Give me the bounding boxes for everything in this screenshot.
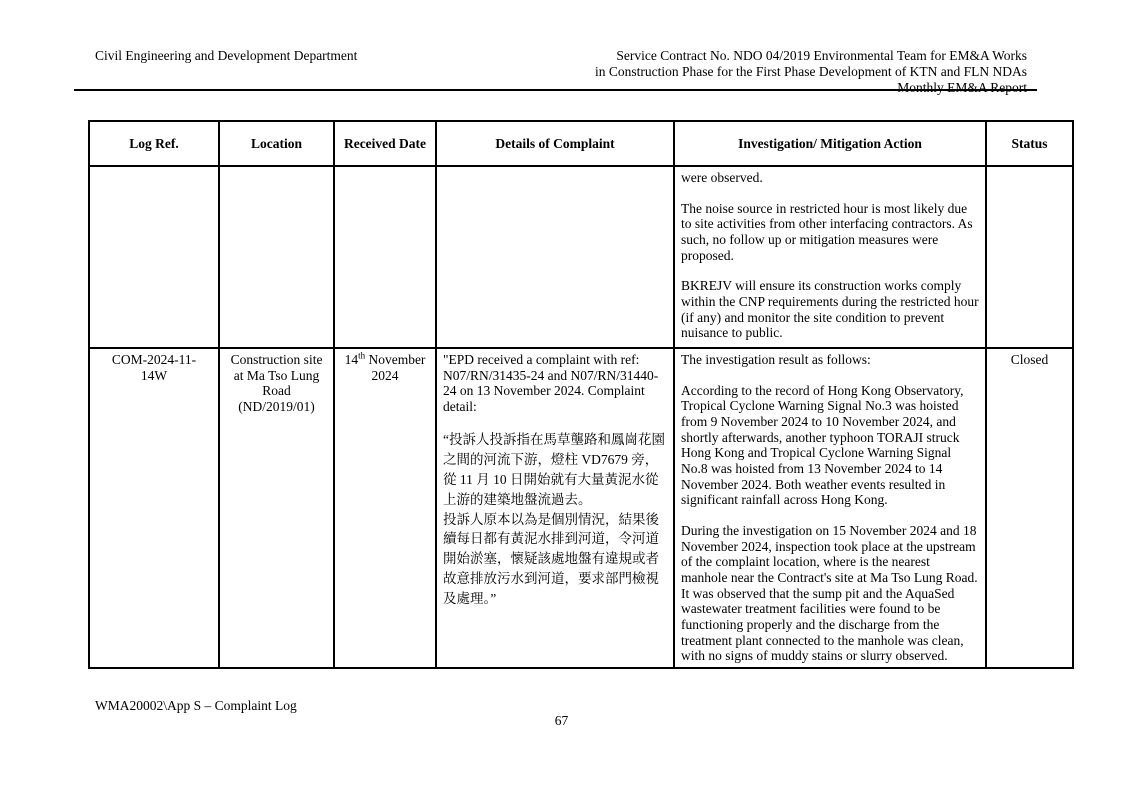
header-department: Civil Engineering and Development Department: [95, 48, 358, 63]
footer-document-reference: WMA20002\App S – Complaint Log: [95, 698, 297, 713]
cell-details: [436, 166, 674, 348]
details-paragraph-chinese: “投訴人投訴指在馬草壟路和鳳崗花園之間的河流下游，燈柱 VD7679 旁，從 11 月 10 日開始就有大量黃泥水從上游的建築地盤流過去。: [443, 431, 665, 507]
cell-received-date: [334, 166, 436, 348]
cell-status: [986, 166, 1073, 348]
header-divider: [74, 89, 1037, 91]
received-date-day: 14: [344, 352, 359, 367]
table-row: [89, 166, 1073, 348]
investigation-paragraph: The investigation result as follows:: [681, 352, 871, 367]
log-ref-value: COM-2024-11-14W: [111, 352, 197, 383]
column-header-status: Status: [986, 121, 1073, 166]
details-paragraph-chinese: 投訴人原本以為是個別情況，結果後續每日都有黃泥水排到河道，令河道開始淤塞，懷疑該處地盤有違規或者故意排放污水到河道，要求部門檢視及處理。”: [443, 511, 659, 607]
status-value: Closed: [1010, 352, 1049, 367]
table-row: [89, 348, 1073, 668]
header-contract-line-1: Service Contract No. NDO 04/2019 Environmental Team for EM&A Works: [616, 48, 1027, 63]
column-header-log-ref: Log Ref.: [89, 121, 219, 166]
column-header-details: Details of Complaint: [436, 121, 674, 166]
complaint-log-table: [88, 120, 1074, 669]
header-contract-line-2: in Construction Phase for the First Phase Development of KTN and FLN NDAs: [595, 64, 1027, 79]
cell-status: [986, 348, 1073, 668]
investigation-paragraph: BKREJV will ensure its construction works comply within the CNP requirements during the restricted hour (if any) and monitor the site condition to prevent nuisance to public.: [681, 278, 979, 341]
cell-log-ref: [89, 166, 219, 348]
column-header-location: Location: [219, 121, 334, 166]
investigation-paragraph: The noise source in restricted hour is most likely due to site activities from other interfacing contractors. As such, no follow up or mitigation measures were proposed.: [681, 200, 973, 263]
cell-location: Construction site at Ma Tso Lung Road (ND/2019/01): [219, 348, 334, 668]
cell-investigation: [674, 166, 986, 348]
page-number: 67: [554, 713, 569, 728]
investigation-paragraph: were observed.: [681, 170, 763, 185]
header-report-title: Monthly EM&A Report: [897, 80, 1027, 95]
received-date-ordinal: th: [358, 350, 366, 361]
table-header-row: [89, 121, 1073, 166]
received-date-rest: November 2024: [365, 352, 426, 383]
column-header-received-date: Received Date: [334, 121, 436, 166]
cell-investigation: [674, 348, 986, 668]
investigation-paragraph: According to the record of Hong Kong Observatory, Tropical Cyclone Warning Signal No.3 was hoisted from 9 November 2024 to 10 November 2024, and shortly afterwards, another typhoon TORAJI struck Hong Kong and Tropical Cyclone Warning Signal No.8 was hoisted from 13 November 2024 to 14 November 2024. Both weather events resulted in significant rainfall across Hong Kong.: [681, 382, 964, 508]
cell-location: [219, 166, 334, 348]
column-header-investigation: Investigation/ Mitigation Action: [674, 121, 986, 166]
cell-log-ref: [89, 348, 219, 668]
details-paragraph-english: "EPD received a complaint with ref: N07/RN/31435-24 and N07/RN/31440-24 on 13 November 2024. Complaint detail:: [443, 352, 659, 414]
investigation-paragraph: During the investigation on 15 November 2024 and 18 November 2024, inspection took place at the upstream of the complaint location, where is the nearest manhole near the Contract's site at Ma Tso Lung Road. It was observed that the sump pit and the AquaSed wastewater treatment facilities were found to be functioning properly and the discharge from the treatment plant connected to the manhole was clean, with no signs of muddy stains or slurry observed.: [681, 522, 978, 664]
cell-details: [436, 348, 674, 668]
cell-received-date: [334, 348, 436, 668]
